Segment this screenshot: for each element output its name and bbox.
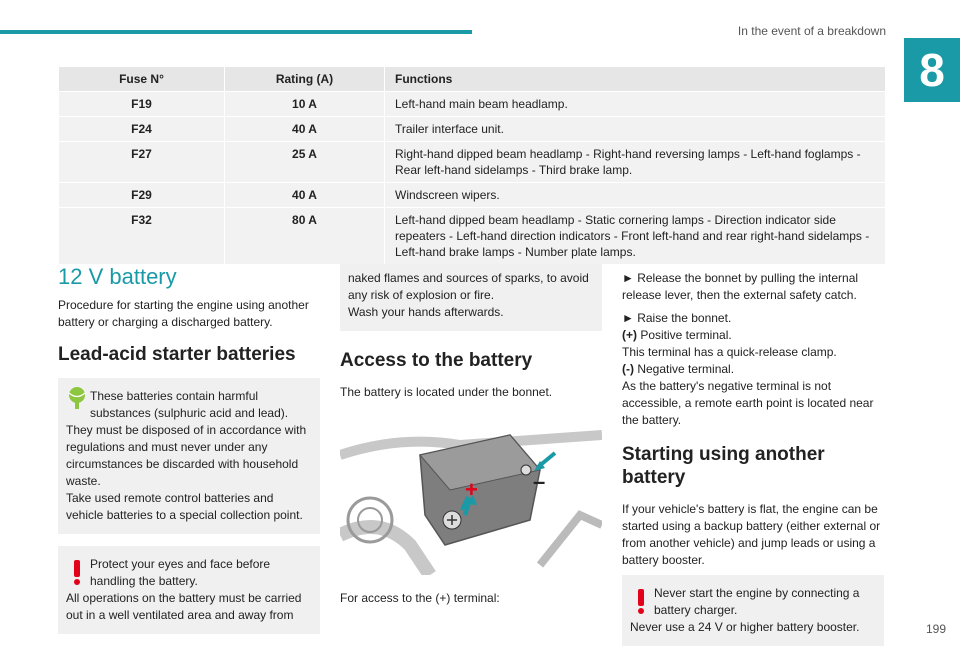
safety-warning — [58, 546, 320, 634]
fuse-cell: F29 — [59, 183, 225, 208]
rating-cell: 40 A — [225, 183, 385, 208]
function-cell: Trailer interface unit. — [385, 117, 886, 142]
column-1 — [58, 264, 320, 646]
warning-first: Protect your eyes and face before handling the battery. — [90, 557, 271, 588]
battery-intro: Procedure for starting the engine using another battery or charging a discharged battery. — [58, 298, 309, 329]
fuse-table — [58, 66, 886, 265]
fuse-cell: F27 — [59, 142, 225, 183]
column-header: Fuse N° — [59, 67, 225, 92]
clamp-note: This terminal has a quick-release clamp. — [622, 345, 837, 359]
table-row — [59, 183, 886, 208]
lead-acid-heading: Lead-acid starter batteries — [58, 344, 296, 365]
function-cell: Windscreen wipers. — [385, 183, 886, 208]
charger-warning — [622, 575, 884, 646]
env-note-first: These batteries contain harmful substances (sulphuric acid and lead). — [90, 389, 289, 420]
safety-warning-continued — [340, 264, 602, 331]
function-cell: Right-hand dipped beam headlamp - Right-hand reversing lamps - Left-hand foglamps - Rear left-hand sidelamps - Third brake lamp. — [385, 142, 886, 183]
fuse-cell: F19 — [59, 92, 225, 117]
chapter-tab: 8 — [904, 38, 960, 102]
rating-cell: 10 A — [225, 92, 385, 117]
env-note-last: Take used remote control batteries and vehicle batteries to a special collection point. — [66, 491, 303, 522]
column-header: Rating (A) — [225, 67, 385, 92]
environment-note — [58, 378, 320, 534]
env-note-body: They must be disposed of in accordance with regulations and must never under any circumstances be discarded with household waste. — [66, 423, 307, 488]
table-header-row — [59, 67, 886, 92]
positive-text: Positive terminal. — [637, 328, 732, 342]
table-row — [59, 142, 886, 183]
rating-cell: 25 A — [225, 142, 385, 183]
header-accent-bar — [0, 30, 472, 34]
warning-exclamation-icon — [70, 558, 84, 586]
section-title: In the event of a breakdown — [737, 24, 886, 38]
fuse-cell: F32 — [59, 208, 225, 265]
warning-body: All operations on the battery must be carried out in a well ventilated area and away from — [66, 591, 302, 622]
negative-label: (-) — [622, 362, 634, 376]
battery-section-title: 12 V battery — [58, 264, 177, 289]
warning-wash: Wash your hands afterwards. — [348, 305, 504, 319]
positive-label: (+) — [622, 328, 637, 342]
rating-cell: 40 A — [225, 117, 385, 142]
rating-cell: 80 A — [225, 208, 385, 265]
charger-warning-body: Never use a 24 V or higher battery booster. — [630, 620, 860, 634]
negative-terminal-symbol: – — [533, 469, 546, 494]
table-row — [59, 117, 886, 142]
step-release-bonnet: ► Release the bonnet by pulling the internal release lever, then the external safety catch. — [622, 271, 859, 302]
column-header: Functions — [385, 67, 886, 92]
remote-earth-note: As the battery's negative terminal is not accessible, a remote earth point is located near the battery. — [622, 379, 874, 427]
warning-continued: naked flames and sources of sparks, to avoid any risk of explosion or fire. — [348, 271, 589, 302]
function-cell: Left-hand main beam headlamp. — [385, 92, 886, 117]
battery-photo — [340, 415, 602, 575]
flat-battery-text: If your vehicle's battery is flat, the engine can be started using a backup battery (either external or from another vehicle) and jump leads or using a battery booster. — [622, 502, 881, 567]
negative-terminal-line — [622, 361, 884, 378]
charger-warning-first: Never start the engine by connecting a battery charger. — [654, 586, 860, 617]
function-cell: Left-hand dipped beam headlamp - Static cornering lamps - Direction indicator side repeaters - Left-hand direction indicators - Front left-hand and rear right-hand sidelamps - Left-hand brake lamps - Number plate lamps. — [385, 208, 886, 265]
eco-leaf-icon — [66, 386, 88, 410]
fuse-cell: F24 — [59, 117, 225, 142]
warning-exclamation-icon — [634, 587, 648, 615]
battery-location: The battery is located under the bonnet. — [340, 385, 553, 399]
column-2 — [340, 264, 602, 613]
access-battery-heading: Access to the battery — [340, 350, 533, 371]
positive-terminal-symbol: + — [465, 477, 478, 502]
table-row — [59, 92, 886, 117]
page-number: 199 — [925, 622, 946, 636]
negative-text: Negative terminal. — [634, 362, 735, 376]
step-raise-bonnet: ► Raise the bonnet. — [622, 311, 732, 325]
starting-another-battery-heading: Starting using another battery — [622, 444, 825, 488]
table-row — [59, 208, 886, 265]
column-3 — [622, 264, 884, 658]
access-terminal-text: For access to the (+) terminal: — [340, 591, 500, 605]
positive-terminal-line — [622, 327, 884, 344]
